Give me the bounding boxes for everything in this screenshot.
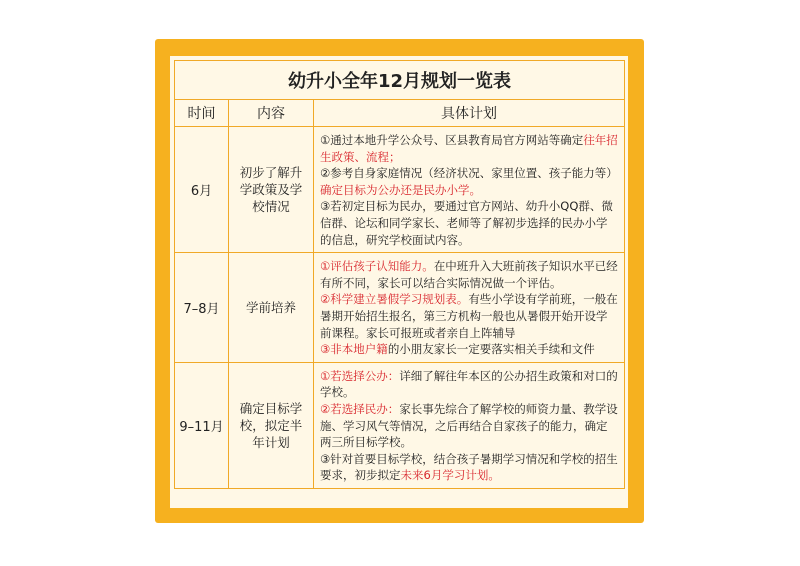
plan-item — [320, 132, 618, 165]
plan-text: 有些小学设有学前班，一般在暑期开始招生报名，第三方机构一般也从暑假开始开设学前课程。家长可报班或者亲自上阵辅导 — [320, 292, 618, 340]
table-row — [175, 253, 625, 363]
plan-item — [320, 401, 618, 451]
row-content: 学前培养 — [229, 253, 314, 363]
plan-highlight: ③非本地户籍 — [320, 342, 388, 357]
row-time: 6月 — [175, 127, 229, 253]
row-content: 初步了解升学政策及学校情况 — [229, 127, 314, 253]
plan-text: ①通过本地升学公众号、区县教育局官方网站等确定 — [320, 133, 584, 147]
row-time: 7–8月 — [175, 253, 229, 363]
plan-table — [174, 60, 625, 489]
row-content: 确定目标学校，拟定半年计划 — [229, 362, 314, 488]
plan-item — [320, 451, 618, 484]
plan-highlight: 往年招生政策、流程； — [320, 133, 618, 164]
row-plan — [314, 362, 625, 488]
plan-item — [320, 165, 618, 198]
plan-text: ③针对首要目标学校，结合孩子暑期学习情况和学校的招生要求，初步拟定 — [320, 451, 618, 483]
row-plan — [314, 253, 625, 363]
table-title: 幼升小全年12月规划一览表 — [175, 61, 625, 100]
title-row — [175, 61, 625, 100]
plan-text: 的小朋友家长一定要落实相关手续和文件 — [387, 342, 595, 357]
plan-item — [320, 341, 618, 358]
plan-item — [320, 368, 618, 401]
row-time: 9–11月 — [175, 362, 229, 488]
plan-text: 详细了解往年本区的公办招生政策和对口的学校。 — [320, 368, 618, 400]
plan-item — [320, 198, 618, 248]
plan-highlight: ②若选择民办： — [320, 401, 400, 416]
header-plan: 具体计划 — [314, 100, 625, 127]
plan-highlight: 未来6月学习计划。 — [400, 468, 500, 483]
plan-item — [320, 291, 618, 341]
plan-highlight: 确定目标为公办还是民办小学。 — [320, 182, 481, 197]
table-row — [175, 362, 625, 488]
header-content: 内容 — [229, 100, 314, 127]
plan-highlight: ①评估孩子认知能力。 — [320, 259, 434, 274]
plan-text: ③若初定目标为民办，要通过官方网站、幼升小QQ群、微信群、论坛和同学家长、老师等了解初步选择的民办小学的信息，研究学校面试内容。 — [320, 199, 613, 247]
header-time: 时间 — [175, 100, 229, 127]
plan-text: 家长事先综合了解学校的师资力量、教学设施、学习风气等情况，之后再结合自家孩子的能力，确定两三所目标学校。 — [320, 401, 618, 450]
plan-item — [320, 258, 618, 291]
row-plan — [314, 127, 625, 253]
plan-highlight: ①若选择公办： — [320, 368, 400, 383]
plan-text: 在中班升入大班前孩子知识水平已经有所不同，家长可以结合实际情况做一个评估。 — [320, 259, 618, 290]
table-row — [175, 127, 625, 253]
header-row — [175, 100, 625, 127]
plan-highlight: ②科学建立暑假学习规划表。 — [320, 292, 469, 307]
plan-text: ②参考自身家庭情况（经济状况、家里位置、孩子能力等） — [320, 166, 618, 181]
